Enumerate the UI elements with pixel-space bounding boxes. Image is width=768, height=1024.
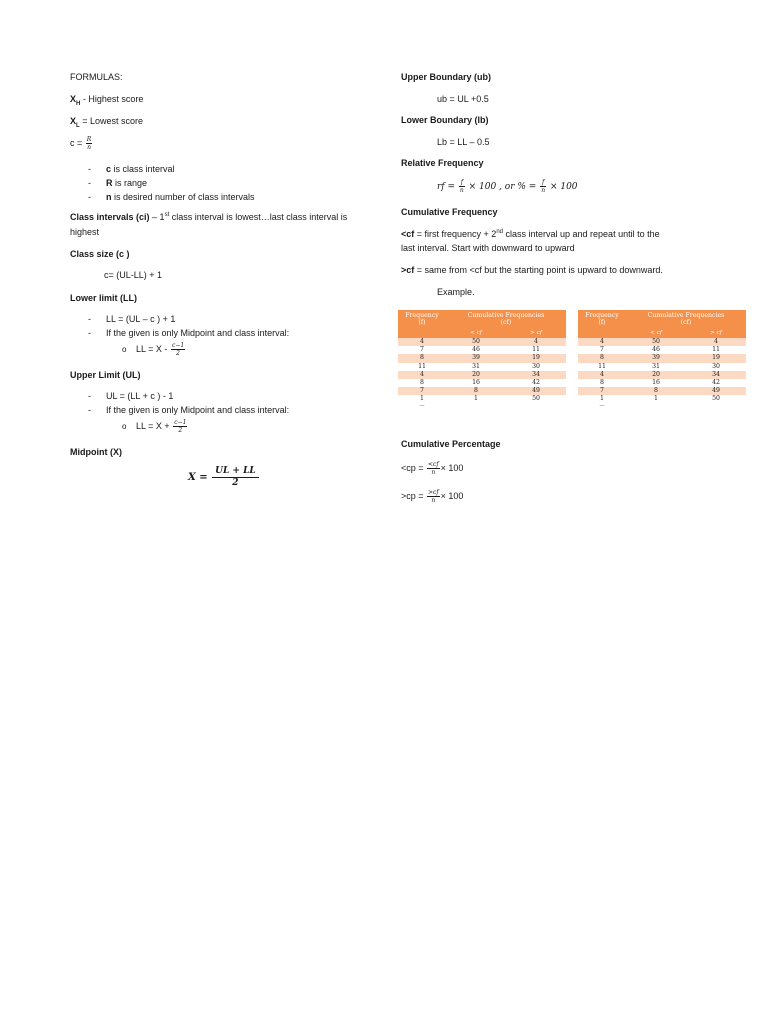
xh-symbol: X: [70, 94, 77, 104]
table-row: [578, 363, 746, 371]
fraction-numerator: f: [542, 179, 545, 186]
c-label: c =: [70, 137, 85, 148]
gt-cf-cell: 50: [506, 395, 566, 403]
lt-cp-end: × 100: [440, 462, 464, 473]
table-row: [578, 354, 746, 362]
definition-list: [88, 164, 255, 206]
frequency-header: Frequency (f): [398, 310, 446, 338]
lt-cf-cell: 16: [446, 379, 506, 387]
frequency-cell: 11: [578, 363, 626, 371]
cumulative-frequency-table-2: [578, 310, 746, 409]
c-numerator: R: [86, 136, 92, 143]
upper-boundary-heading: Upper Boundary (ub): [401, 72, 491, 82]
rf-lhs: rf =: [437, 181, 458, 192]
gt-cp-end: × 100: [440, 490, 464, 501]
gt-cp-label: >cp =: [401, 490, 427, 501]
gt-cf-term: >cf: [401, 265, 415, 275]
dash-bullet: -: [88, 405, 91, 415]
class-intervals-line2: highest: [70, 227, 100, 237]
lower-limit-heading: Lower limit (LL): [70, 293, 137, 303]
table-row: [398, 346, 566, 354]
gt-cf-cell: 4: [506, 338, 566, 346]
dash-bullet: -: [88, 391, 91, 401]
table-header-row: [578, 310, 746, 329]
gt-cf-cell: 11: [686, 346, 746, 354]
lt-cf-cell: 39: [626, 354, 686, 362]
frequency-cell: 4: [578, 371, 626, 379]
frequency-cell: 4: [398, 371, 446, 379]
dash-bullet: -: [88, 164, 91, 174]
table-row: [398, 363, 566, 371]
gt-cf-cell: 30: [506, 363, 566, 371]
fraction-numerator: c−1: [174, 419, 187, 426]
lt-cf-cell: 8: [446, 387, 506, 395]
table-row: [398, 371, 566, 379]
definition-item: [88, 192, 255, 206]
table-trailing-row: [398, 404, 566, 409]
rf-end: × 100: [547, 181, 578, 192]
circle-bullet: o: [122, 421, 127, 431]
dash-bullet: -: [88, 178, 91, 188]
lt-cf-cell: 39: [446, 354, 506, 362]
class-intervals-text1: – 1: [149, 212, 165, 222]
upper-limit-item1: [88, 391, 173, 401]
lt-cf-cell: 46: [626, 346, 686, 354]
dash-bullet: -: [88, 314, 91, 324]
lt-cf-term: <cf: [401, 229, 415, 239]
c-denominator: n: [87, 144, 91, 151]
class-size-heading: Class size (c ): [70, 249, 130, 259]
table-row: [578, 371, 746, 379]
table-body: [398, 338, 566, 409]
lt-cf-cell: 50: [446, 338, 506, 346]
gt-cf-cell: 49: [686, 387, 746, 395]
lt-cf-cell: 20: [446, 371, 506, 379]
cumulative-frequency-para1-line2: last interval. Start with downward to upward: [401, 243, 575, 253]
lt-cf-cell: 20: [626, 371, 686, 379]
frequency-cell: 8: [578, 379, 626, 387]
cumulative-frequency-table-1: [398, 310, 566, 409]
definition-term: n: [106, 192, 112, 202]
definition-item: [88, 178, 255, 192]
gt-cp-fraction: [427, 489, 440, 504]
fraction-numerator: c−1: [171, 342, 185, 349]
frequency-cell: 4: [578, 338, 626, 346]
cumulative-frequency-para1: [401, 229, 660, 239]
table-row: [578, 338, 746, 346]
lower-limit-note: If the given is only Midpoint and class interval:: [106, 328, 290, 338]
upper-boundary-formula: ub = UL +0.5: [437, 94, 489, 104]
gt-cf-cell: 34: [686, 371, 746, 379]
lt-cf-cell: 1: [446, 395, 506, 403]
frequency-cell: 7: [578, 387, 626, 395]
gt-cf-text: = same from <cf but the starting point is upward to downward.: [414, 265, 663, 275]
gt-cf-cell: 4: [686, 338, 746, 346]
lt-cp-fraction: [427, 461, 440, 476]
gt-cf-header: > cf: [686, 329, 746, 338]
dash-bullet: -: [88, 192, 91, 202]
class-intervals-sup: st: [164, 212, 170, 218]
relative-frequency-formula: [437, 179, 578, 194]
table-row: [398, 338, 566, 346]
frequency-header: Frequency (f): [578, 310, 626, 338]
rf-fraction-2: [540, 179, 546, 194]
gt-cf-cell: 19: [686, 354, 746, 362]
midpoint-lhs: X =: [188, 472, 212, 483]
lt-cp-label: <cp =: [401, 462, 427, 473]
lower-boundary-heading: Lower Boundary (lb): [401, 115, 489, 125]
frequency-cell: 8: [398, 379, 446, 387]
frequency-cell: 8: [398, 354, 446, 362]
highest-score-line: [70, 94, 143, 107]
cumulative-frequencies-header: Cumulative Frequencies (cf): [626, 310, 746, 329]
table-trailing-row: [578, 404, 746, 409]
gt-cf-cell: 49: [506, 387, 566, 395]
lt-cf-cell: 8: [626, 387, 686, 395]
lt-cf-cell: 31: [446, 363, 506, 371]
lt-cf-sup: nd: [496, 229, 503, 235]
midpoint-heading: Midpoint (X): [70, 447, 122, 457]
table-row: [398, 354, 566, 362]
table-row: [578, 387, 746, 395]
class-intervals-text2: class interval is lowest…last class interval is: [169, 212, 348, 222]
table-row: [578, 346, 746, 354]
gt-cf-cell: 30: [686, 363, 746, 371]
table-header-row: [398, 310, 566, 329]
fraction-denominator: 2: [178, 427, 183, 434]
table-trailing-mark: ––: [599, 402, 605, 409]
lt-cf-header: < cf: [446, 329, 506, 338]
gt-cf-cell: 11: [506, 346, 566, 354]
fraction-denominator: n: [459, 187, 464, 194]
frequency-cell: 4: [398, 338, 446, 346]
xh-definition: - Highest score: [80, 94, 144, 104]
lower-limit-item1: [88, 314, 175, 324]
lowest-score-line: [70, 116, 143, 129]
lower-limit-fraction: [171, 342, 185, 357]
rf-middle: × 100 , or % =: [465, 181, 540, 192]
lt-cf-text-b: class interval up and repeat until to the: [503, 229, 660, 239]
table-body: [578, 338, 746, 409]
definition-text: is class interval: [111, 164, 175, 174]
gt-cp-formula: [401, 489, 463, 504]
xh-subscript: H: [76, 100, 81, 107]
fraction-denominator: n: [541, 187, 546, 194]
frequency-cell: 11: [398, 363, 446, 371]
frequency-cell: 7: [398, 387, 446, 395]
frequency-cell: 1: [398, 395, 446, 403]
gt-cf-cell: 42: [506, 379, 566, 387]
upper-limit-formula: UL = (LL + c ) - 1: [106, 391, 174, 401]
upper-limit-note: If the given is only Midpoint and class interval:: [106, 405, 290, 415]
lt-cf-header: < cf: [626, 329, 686, 338]
midpoint-fraction: [212, 466, 259, 489]
lt-cf-cell: 16: [626, 379, 686, 387]
rf-fraction: [459, 179, 465, 194]
lt-cf-cell: 50: [626, 338, 686, 346]
relative-frequency-heading: Relative Frequency: [401, 158, 484, 168]
lt-cf-text-a: = first frequency + 2: [414, 229, 497, 239]
upper-limit-subitem: [122, 419, 188, 434]
upper-limit-fraction: [173, 419, 187, 434]
fraction-numerator: <cf: [428, 461, 439, 468]
xl-symbol: X: [70, 116, 77, 126]
lower-limit-midpoint-label: LL = X -: [136, 343, 170, 354]
midpoint-denominator: 2: [232, 478, 239, 488]
gt-cf-cell: 50: [686, 395, 746, 403]
upper-limit-item2: [88, 405, 289, 415]
definition-term: c: [106, 164, 112, 174]
fraction-denominator: n: [431, 469, 436, 476]
table-row: [578, 379, 746, 387]
lower-boundary-formula: Lb = LL – 0.5: [437, 137, 490, 147]
cumulative-frequency-heading: Cumulative Frequency: [401, 207, 498, 217]
cumulative-frequency-para2: [401, 265, 663, 275]
definition-text: is desired number of class intervals: [111, 192, 255, 202]
fraction-denominator: n: [431, 497, 436, 504]
lt-cf-cell: 1: [626, 395, 686, 403]
midpoint-numerator: UL + LL: [212, 466, 259, 478]
lt-cf-cell: 31: [626, 363, 686, 371]
frequency-cell: 1: [578, 395, 626, 403]
upper-limit-heading: Upper Limit (UL): [70, 370, 141, 380]
lt-cf-cell: 46: [446, 346, 506, 354]
definition-text: is range: [112, 178, 148, 188]
fraction-denominator: 2: [176, 350, 180, 357]
class-interval-formula: [70, 136, 93, 151]
lt-cp-formula: [401, 461, 463, 476]
gt-cf-cell: 34: [506, 371, 566, 379]
cumulative-frequencies-header: Cumulative Frequencies (cf): [446, 310, 566, 329]
class-size-formula: c= (UL-LL) + 1: [104, 270, 163, 280]
table-trailing-mark: ––: [419, 402, 425, 409]
formulas-heading: FORMULAS:: [70, 72, 123, 82]
midpoint-formula: [188, 466, 260, 489]
frequency-cell: 8: [578, 354, 626, 362]
lower-limit-subitem: [122, 342, 186, 357]
c-fraction: [86, 136, 93, 151]
frequency-cell: 7: [578, 346, 626, 354]
lower-limit-item2: [88, 328, 289, 338]
upper-limit-midpoint-label: LL = X +: [136, 420, 173, 431]
lower-limit-formula: LL = (UL – c ) + 1: [106, 314, 176, 324]
gt-cf-cell: 19: [506, 354, 566, 362]
xl-subscript: L: [76, 122, 80, 129]
cumulative-percentage-heading: Cumulative Percentage: [401, 439, 501, 449]
fraction-numerator: >cf: [428, 489, 439, 496]
circle-bullet: o: [122, 344, 127, 354]
definition-term: R: [106, 178, 113, 188]
fraction-numerator: f: [460, 179, 463, 186]
class-intervals-heading: Class intervals (ci): [70, 212, 150, 222]
dash-bullet: -: [88, 328, 91, 338]
frequency-cell: 7: [398, 346, 446, 354]
table-row: [398, 387, 566, 395]
gt-cf-header: > cf: [506, 329, 566, 338]
table-row: [398, 379, 566, 387]
class-intervals-line: [70, 212, 347, 222]
xl-definition: = Lowest score: [79, 116, 143, 126]
definition-item: [88, 164, 255, 178]
example-label: Example.: [437, 287, 475, 297]
gt-cf-cell: 42: [686, 379, 746, 387]
